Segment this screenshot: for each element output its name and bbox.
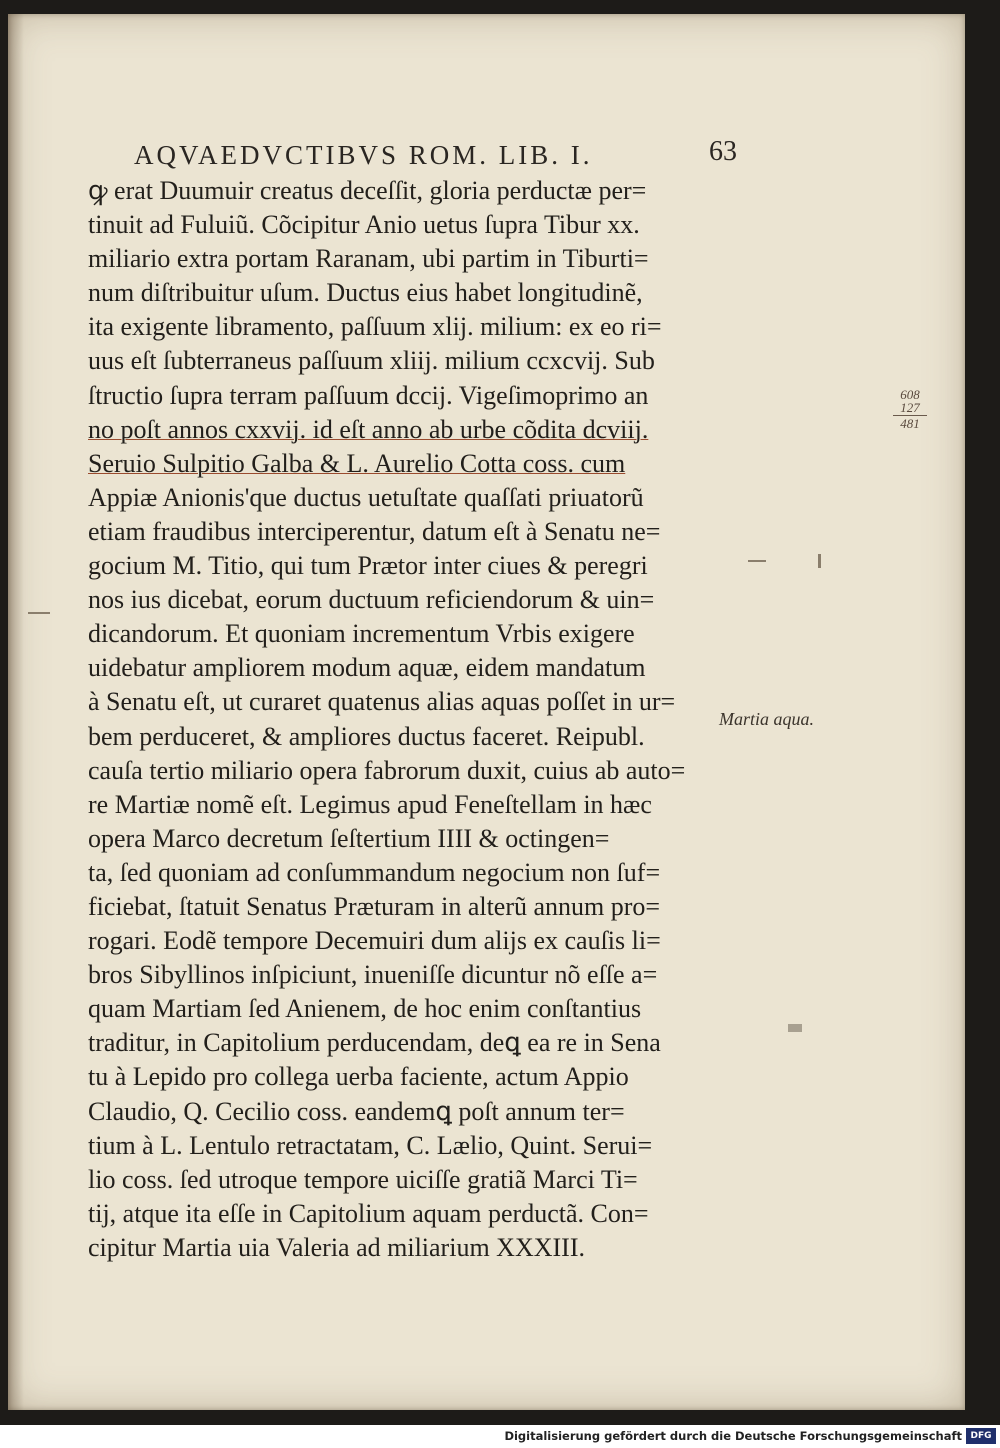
text-line: dicandorum. Et quoniam incrementum Vrbis exigere [88, 619, 635, 649]
footer-credit: Digitalisierung gefördert durch die Deutsche Forschungsgemeinschaft [504, 1429, 962, 1443]
footer [0, 1425, 1000, 1448]
text-line: nos ius dicebat, eorum ductuum reficiendorum & uin= [88, 585, 655, 615]
text-line: etiam fraudibus interciperentur, datum eſt à Senatu ne= [88, 516, 661, 546]
text-line-underlined: no poſt annos cxxvij. id eſt anno ab urbe cõdita dcviij. [88, 414, 649, 444]
margin-mark [818, 554, 821, 568]
text-line: Claudio, Q. Cecilio coss. eandemꝗ poſt annum ter= [88, 1096, 625, 1126]
text-line: tij, atque ita eſſe in Capitolium aquam perductã. Con= [88, 1198, 649, 1228]
text-line: tium à L. Lentulo retractatam, C. Lælio, Quint. Serui= [88, 1130, 653, 1160]
text-line: à Senatu eſt, ut curaret quatenus alias aquas poſſet in ur= [88, 687, 676, 717]
text-line: miliario extra portam Raranam, ubi partim in Tiburti= [88, 244, 649, 274]
text-line: cipitur Martia uia Valeria ad miliarium XXXIII. [88, 1232, 585, 1262]
text-line: re Martiæ nomẽ eſt. Legimus apud Feneſtellam in hæc [88, 789, 652, 819]
text-line: tinuit ad Fuluiũ. Cõcipitur Anio uetus ſupra Tibur xx. [88, 210, 640, 240]
page-number: 63 [709, 136, 737, 167]
marginal-number: 481 [900, 416, 920, 431]
margin-smudge [788, 1024, 802, 1032]
text-line: Appiæ Anionis'que ductus uetuſtate quaſſati priuatorũ [88, 482, 644, 512]
text-line: traditur, in Capitolium perducendam, deꝗ ea re in Sena [88, 1028, 661, 1058]
text-line: gocium M. Titio, qui tum Prætor inter ciues & peregri [88, 551, 648, 581]
marginal-note: Martia aqua. [719, 709, 815, 729]
body-text [88, 174, 728, 1265]
running-head-title: AQVAEDVCTIBVS ROM. LIB. I. [134, 140, 593, 170]
text-line: uus eſt ſubterraneus paſſuum xliij. milium ccxcvij. Sub [88, 346, 655, 376]
text-line: bem perduceret, & ampliores ductus faceret. Reipubl. [88, 721, 645, 751]
text-line: cauſa tertio miliario opera fabrorum duxit, cuius ab auto= [88, 755, 686, 785]
book-page [8, 14, 965, 1410]
text-line: uidebatur ampliorem modum aquæ, eidem mandatum [88, 653, 646, 683]
text-line: ſtructio ſupra terram paſſuum dccij. Vigeſimoprimo an [88, 380, 649, 410]
text-line: opera Marco decretum ſeſtertium IIII & octingen= [88, 823, 610, 853]
running-head [134, 136, 774, 171]
text-line: ꝙ erat Duumuir creatus deceſſit, gloria perductæ per= [88, 176, 647, 205]
marginal-calculation [893, 388, 927, 430]
text-line-underlined: Seruio Sulpitio Galba & L. Aurelio Cotta coss. cum [88, 448, 626, 478]
text-line: ta, ſed quoniam ad conſummandum negocium non ſuf= [88, 857, 661, 887]
text-line: rogari. Eodẽ tempore Decemuiri dum alijs ex cauſis li= [88, 926, 661, 956]
margin-mark [28, 612, 50, 614]
text-line: ita exigente libramento, paſſuum xlij. milium: ex eo ri= [88, 312, 662, 342]
text-line: ficiebat, ſtatuit Senatus Præturam in alterũ annum pro= [88, 891, 661, 921]
text-line: tu à Lepido pro collega uerba faciente, actum Appio [88, 1062, 629, 1092]
text-line: quam Martiam ſed Anienem, de hoc enim conſtantius [88, 994, 642, 1024]
marginal-number: 127 [900, 400, 920, 415]
marginal-number: 608 [900, 387, 920, 402]
text-line: num diſtribuitur uſum. Ductus eius habet longitudinẽ, [88, 278, 643, 308]
text-line: bros Sibyllinos inſpiciunt, inueniſſe dicuntur nõ eſſe a= [88, 960, 658, 990]
margin-mark [748, 560, 766, 562]
dfg-logo: DFG [966, 1428, 996, 1444]
text-line: lio coss. ſed utroque tempore uiciſſe gratiã Marci Ti= [88, 1164, 638, 1194]
